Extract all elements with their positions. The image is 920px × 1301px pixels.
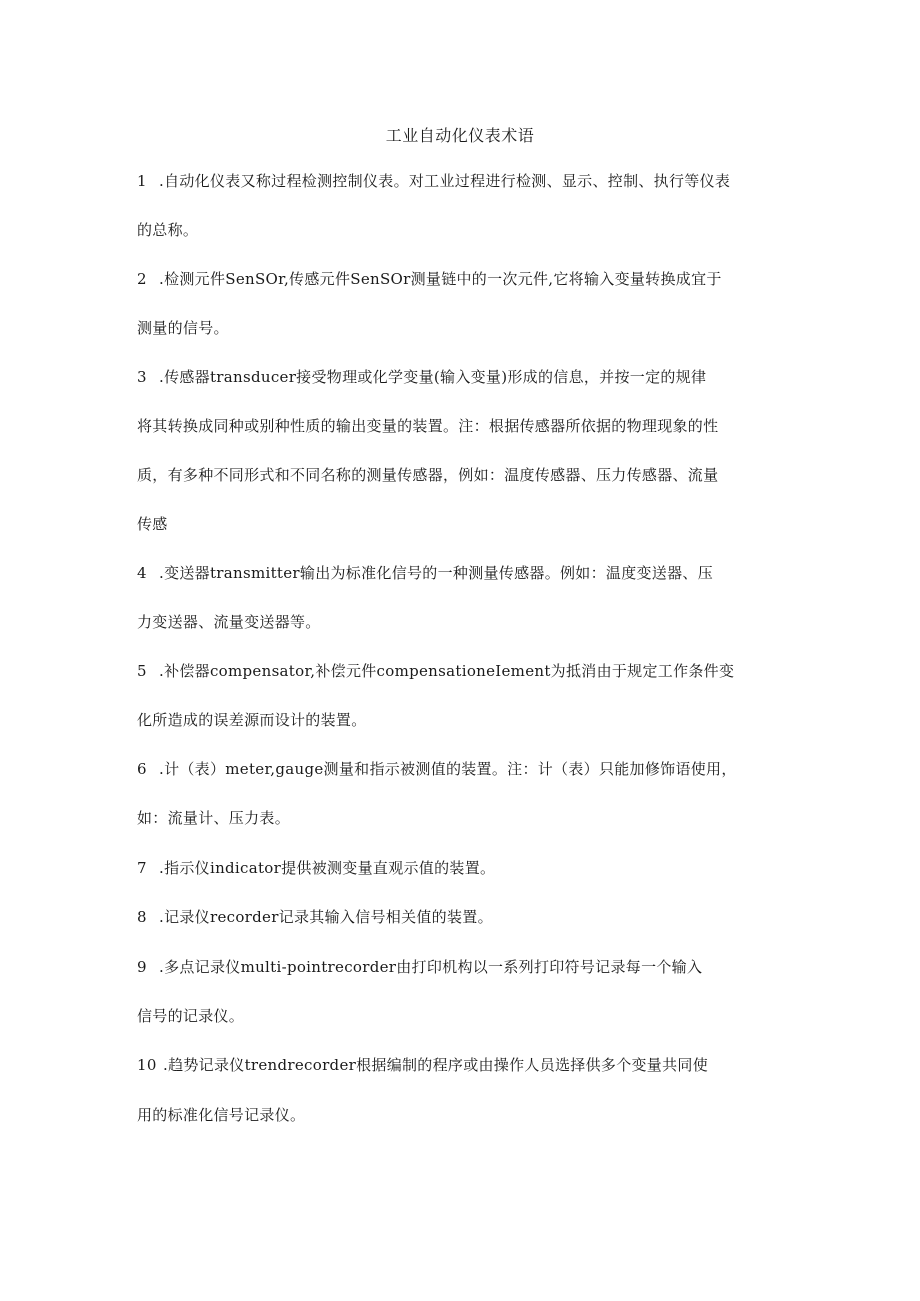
- term-item-1-line-2: [137, 218, 807, 242]
- term-text: 质，有多种不同形式和不同名称的测量传感器，例如：温度传感器、压力传感器、流量: [137, 466, 719, 484]
- term-text: .趋势记录仪trendrecorder根据编制的程序或由操作人员选择供多个变量共同使: [163, 1056, 709, 1074]
- term-text: 测量的信号。: [137, 319, 229, 337]
- term-item-8-line-1: [137, 905, 807, 929]
- term-text: .传感器transducer接受物理或化学变量(输入变量)形成的信息，并按一定的规律: [159, 368, 707, 386]
- term-number: 2: [137, 270, 147, 288]
- term-item-6-line-1: [137, 757, 807, 781]
- term-item-5-line-2: [137, 708, 807, 732]
- term-number: 4: [137, 564, 147, 582]
- term-item-10-line-1: [137, 1053, 807, 1077]
- term-number: 7: [137, 859, 147, 877]
- term-text: 信号的记录仪。: [137, 1007, 245, 1025]
- term-text: 化所造成的误差源而设计的装置。: [137, 711, 367, 729]
- term-text: 力变送器、流量变送器等。: [137, 613, 321, 631]
- term-number: 8: [137, 908, 147, 926]
- term-item-4-line-1: [137, 561, 807, 585]
- term-item-3-line-3: [137, 463, 807, 487]
- term-item-10-line-2: [137, 1103, 807, 1127]
- term-item-3-line-4: [137, 512, 807, 536]
- term-text: 如：流量计、压力表。: [137, 809, 291, 827]
- term-item-2-line-1: [137, 267, 807, 291]
- term-item-3-line-1: [137, 365, 807, 389]
- term-text: 的总称。: [137, 221, 199, 239]
- term-number: 10: [137, 1056, 157, 1074]
- term-item-7-line-1: [137, 856, 807, 880]
- term-number: 5: [137, 662, 147, 680]
- term-text: .多点记录仪multi-pointrecorder由打印机构以一系列打印符号记录每一个输入: [159, 958, 703, 976]
- term-item-5-line-1: [137, 659, 807, 683]
- term-text: .补偿器compensator,补偿元件compensationeIement为抵消由于规定工作条件变: [159, 662, 735, 680]
- term-item-6-line-2: [137, 806, 807, 830]
- term-text: 将其转换成同种或别种性质的输出变量的装置。注：根据传感器所依据的物理现象的性: [137, 417, 719, 435]
- term-number: 9: [137, 958, 147, 976]
- document-title: 工业自动化仪表术语: [385, 126, 535, 145]
- term-item-2-line-2: [137, 316, 807, 340]
- term-text: .指示仪indicator提供被测变量直观示值的装置。: [159, 859, 496, 877]
- term-item-4-line-2: [137, 610, 807, 634]
- term-item-1-line-1: [137, 169, 807, 193]
- term-text: .自动化仪表又称过程检测控制仪表。对工业过程进行检测、显示、控制、执行等仪表: [159, 172, 731, 190]
- term-text: .检测元件SenSOr,传感元件SenSOr测量链中的一次元件,它将输入变量转换成宜于: [159, 270, 722, 288]
- term-number: 3: [137, 368, 147, 386]
- term-item-9-line-2: [137, 1004, 807, 1028]
- term-item-9-line-1: [137, 955, 807, 979]
- term-text: .变送器transmitter输出为标准化信号的一种测量传感器。例如：温度变送器、压: [159, 564, 713, 582]
- term-text: .计（表）meter,gauge测量和指示被测值的装置。注：计（表）只能加修饰语使用，: [159, 760, 737, 778]
- term-number: 1: [137, 172, 147, 190]
- term-text: 传感: [137, 515, 168, 533]
- term-item-3-line-2: [137, 414, 807, 438]
- term-text: .记录仪recorder记录其输入信号相关值的装置。: [159, 908, 493, 926]
- term-text: 用的标准化信号记录仪。: [137, 1106, 306, 1124]
- term-number: 6: [137, 760, 147, 778]
